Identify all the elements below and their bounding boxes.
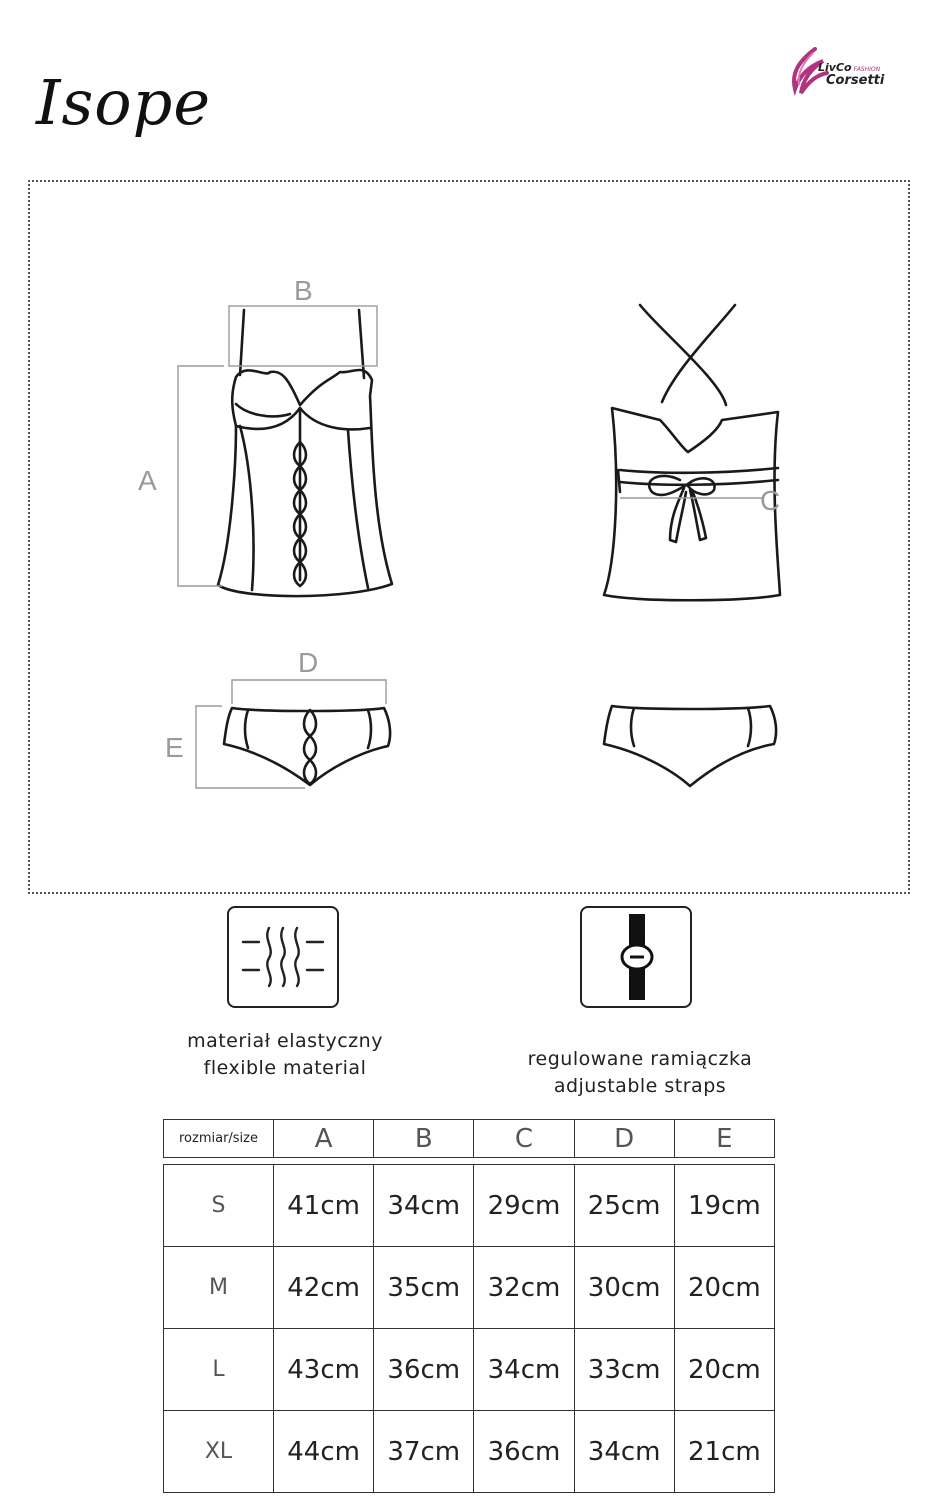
column-header-b: B	[374, 1120, 474, 1158]
measure-cell: 20cm	[674, 1247, 774, 1329]
table-row	[164, 1165, 775, 1247]
brand-name-line1: LivCo FASHION	[818, 61, 881, 74]
size-cell: S	[164, 1165, 274, 1247]
measure-cell: 36cm	[474, 1411, 574, 1493]
measure-cell: 34cm	[374, 1165, 474, 1247]
dimension-label-e: E	[165, 732, 184, 763]
table-row	[164, 1329, 775, 1411]
measure-cell: 30cm	[574, 1247, 674, 1329]
size-table-header	[164, 1120, 775, 1158]
column-header-c: C	[474, 1120, 574, 1158]
brief-front-drawing	[224, 708, 390, 785]
measure-cell: 35cm	[374, 1247, 474, 1329]
measure-cell: 37cm	[374, 1411, 474, 1493]
measure-cell: 20cm	[674, 1329, 774, 1411]
measure-cell: 32cm	[474, 1247, 574, 1329]
size-cell: XL	[164, 1411, 274, 1493]
measure-cell: 34cm	[474, 1329, 574, 1411]
column-header-d: D	[574, 1120, 674, 1158]
flexible-material-label: materiał elastyczny flexible material	[187, 1030, 383, 1079]
table-row	[164, 1247, 775, 1329]
table-row	[164, 1411, 775, 1493]
size-column-header: rozmiar/size	[164, 1120, 274, 1158]
adjustable-straps-label: regulowane ramiączka adjustable straps	[527, 1048, 753, 1097]
brief-back-drawing	[604, 706, 776, 786]
measure-cell: 34cm	[574, 1411, 674, 1493]
measure-cell: 25cm	[574, 1165, 674, 1247]
measure-cell: 42cm	[274, 1247, 374, 1329]
dimension-label-a: A	[138, 465, 157, 496]
dimension-label-d: D	[298, 647, 319, 678]
size-table	[163, 1119, 775, 1493]
camisole-front-drawing	[218, 310, 392, 596]
size-cell: L	[164, 1329, 274, 1411]
stretch-lines-icon	[227, 906, 339, 1008]
size-cell: M	[164, 1247, 274, 1329]
measure-cell: 43cm	[274, 1329, 374, 1411]
measure-cell: 36cm	[374, 1329, 474, 1411]
column-header-e: E	[674, 1120, 774, 1158]
measure-cell: 44cm	[274, 1411, 374, 1493]
measure-cell: 41cm	[274, 1165, 374, 1247]
brand-name-line2: Corsetti	[826, 73, 885, 88]
measure-cell: 29cm	[474, 1165, 574, 1247]
dimension-label-c: C	[760, 485, 781, 516]
brand-fashion-label: FASHION	[853, 66, 881, 73]
strap-adjuster-icon	[580, 906, 692, 1008]
measure-cell: 19cm	[674, 1165, 774, 1247]
measure-cell: 33cm	[574, 1329, 674, 1411]
dimension-label-b: B	[294, 275, 313, 306]
column-header-a: A	[274, 1120, 374, 1158]
product-title: Isope	[36, 66, 212, 139]
measure-cell: 21cm	[674, 1411, 774, 1493]
camisole-back-drawing	[604, 305, 780, 600]
